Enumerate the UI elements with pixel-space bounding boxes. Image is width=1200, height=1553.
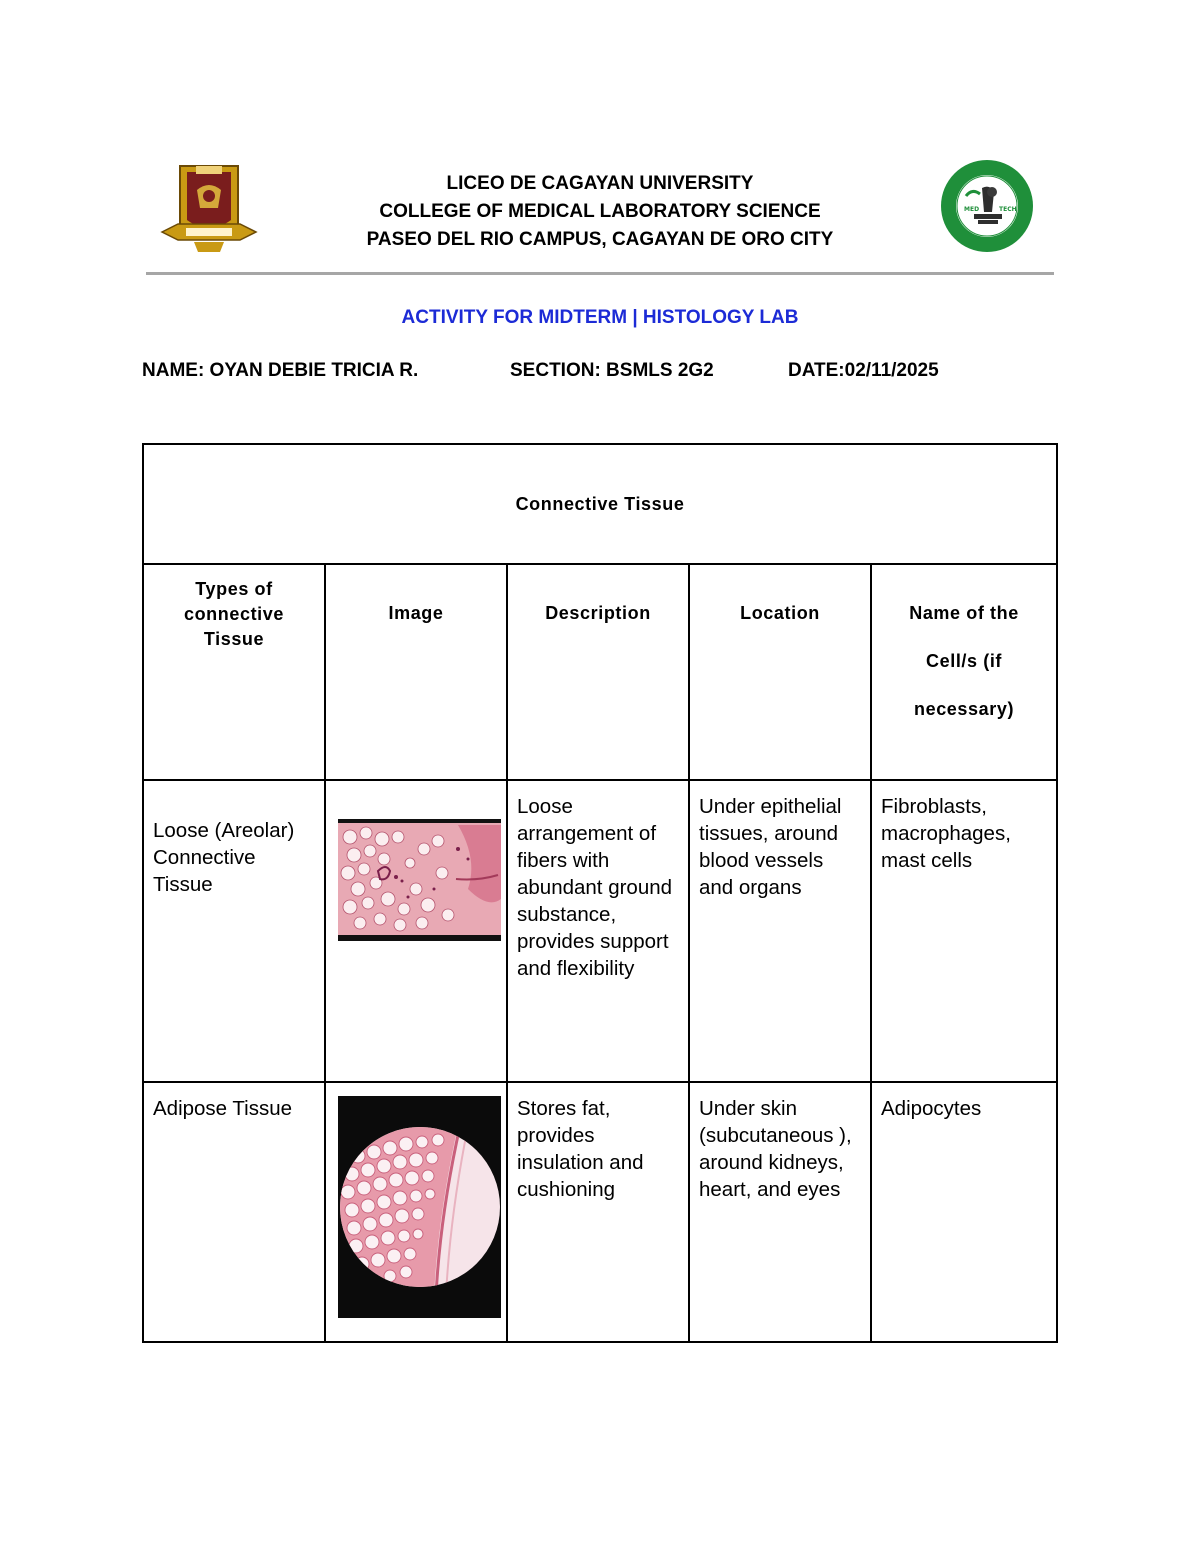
liceo-university-logo bbox=[160, 162, 258, 254]
header-description-label: Description bbox=[545, 603, 651, 623]
svg-text:TECH: TECH bbox=[999, 206, 1017, 213]
row-description: Loose arrangement of fibers with abundant ground substance, provides support and flexibility bbox=[507, 780, 689, 1082]
row-type: Loose (Areolar) Connective Tissue bbox=[143, 780, 325, 1082]
header-types-label: Types of connective Tissue bbox=[183, 579, 285, 649]
row-image-cell bbox=[325, 1082, 507, 1342]
student-section: SECTION: BSMLS 2G2 bbox=[510, 360, 714, 381]
row-cells: Fibroblasts, macrophages, mast cells bbox=[871, 780, 1057, 1082]
row-cells: Adipocytes bbox=[871, 1082, 1057, 1342]
activity-title: ACTIVITY FOR MIDTERM | HISTOLOGY LAB bbox=[401, 307, 799, 328]
table-title: Connective Tissue bbox=[143, 444, 1057, 564]
header-divider bbox=[146, 272, 1054, 275]
college-name: COLLEGE OF MEDICAL LABORATORY SCIENCE bbox=[379, 201, 821, 222]
row-location: Under skin (subcutaneous ), around kidneys, heart, and eyes bbox=[689, 1082, 871, 1342]
university-name: LICEO DE CAGAYAN UNIVERSITY bbox=[446, 173, 754, 194]
header-cells-label: Name of the Cell/s (if necessary) bbox=[909, 603, 1019, 719]
row-type: Adipose Tissue bbox=[143, 1082, 325, 1342]
table-row bbox=[143, 780, 1057, 1082]
table-header-row bbox=[143, 564, 1057, 780]
header-image bbox=[325, 564, 507, 780]
activity-date: DATE:02/11/2025 bbox=[788, 360, 939, 381]
areolar-tissue-micrograph bbox=[338, 819, 501, 941]
medtech-college-seal bbox=[922, 158, 1052, 254]
adipose-tissue-micrograph bbox=[338, 1096, 501, 1318]
institution-header bbox=[300, 170, 900, 254]
header-types bbox=[143, 564, 325, 780]
row-description: Stores fat, provides insulation and cushioning bbox=[507, 1082, 689, 1342]
header-image-label: Image bbox=[388, 603, 444, 623]
header-location-label: Location bbox=[740, 603, 820, 623]
svg-text:MED: MED bbox=[964, 206, 980, 213]
row-location: Under epithelial tissues, around blood vessels and organs bbox=[689, 780, 871, 1082]
header-description bbox=[507, 564, 689, 780]
connective-tissue-table bbox=[142, 443, 1058, 1343]
student-name: NAME: OYAN DEBIE TRICIA R. bbox=[142, 360, 419, 381]
header-location bbox=[689, 564, 871, 780]
campus-name: PASEO DEL RIO CAMPUS, CAGAYAN DE ORO CITY bbox=[366, 229, 834, 250]
header-cells bbox=[871, 564, 1057, 780]
table-row bbox=[143, 1082, 1057, 1342]
row-image-cell bbox=[325, 780, 507, 1082]
